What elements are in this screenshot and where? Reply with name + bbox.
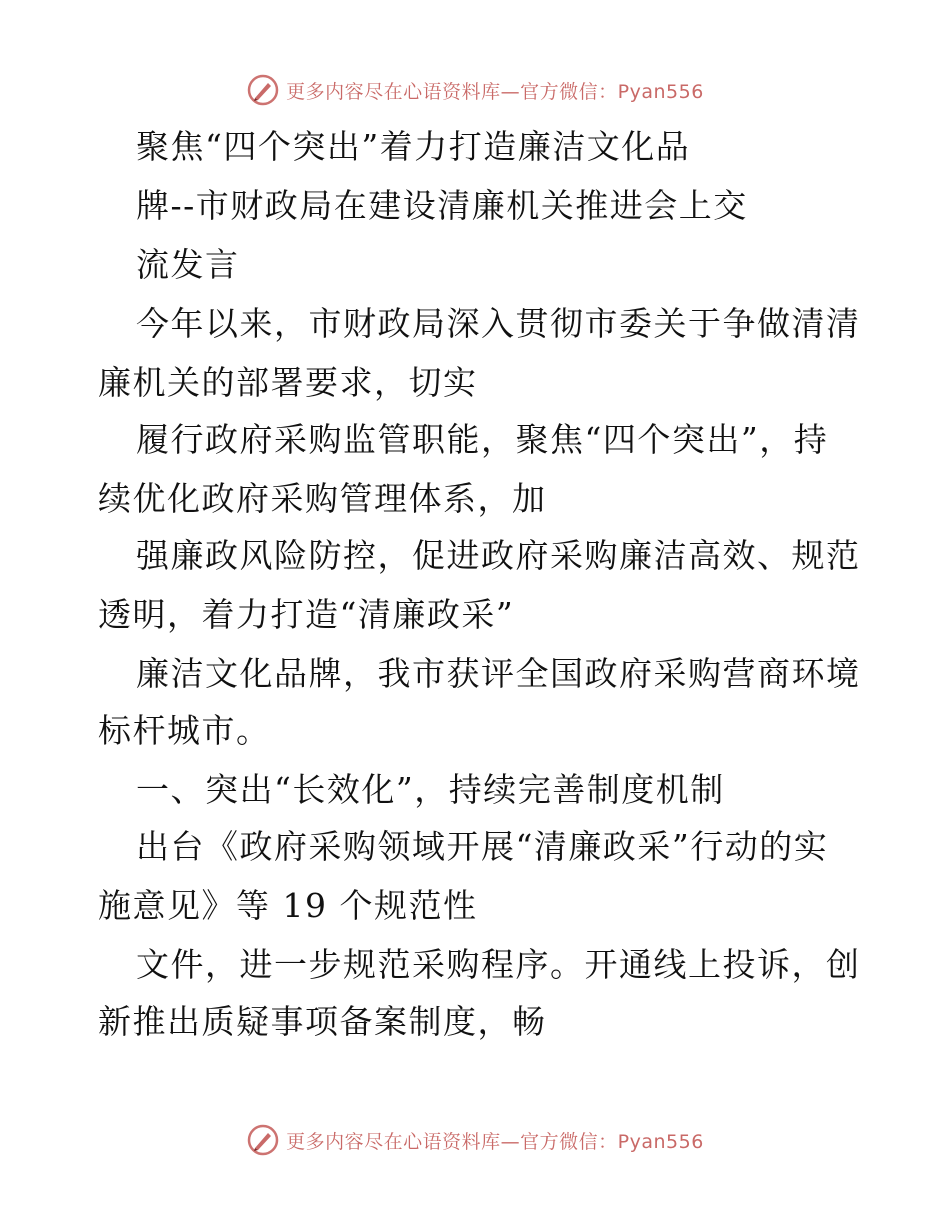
paragraph-line: 新推出质疑事项备案制度，畅 [98,1002,547,1041]
watermark-text: 更多内容尽在心语资料库—官方微信：Pyan556 [286,80,704,103]
paragraph-line: 廉机关的部署要求，切实 [98,363,478,402]
paragraph-line: 廉洁文化品牌，我市获评全国政府采购营商环境 [136,654,861,693]
watermark-text: 更多内容尽在心语资料库—官方微信：Pyan556 [286,1130,704,1153]
pen-logo-icon [246,73,280,107]
pen-logo-icon [246,1123,280,1157]
paragraph-line: 标杆城市。 [98,711,271,750]
title-line: 聚焦“四个突出”着力打造廉洁文化品 [136,127,691,166]
section-heading: 一、突出“长效化”，持续完善制度机制 [136,770,725,809]
header-watermark [0,70,950,110]
paragraph-line: 文件，进一步规范采购程序。开通线上投诉，创 [136,945,861,984]
paragraph-line: 出台《政府采购领域开展“清廉政采”行动的实 [136,827,829,866]
paragraph-line: 今年以来，市财政局深入贯彻市委关于争做清清 [136,304,861,343]
paragraph-line: 透明，着力打造“清廉政采” [98,595,515,634]
footer-watermark [0,1120,950,1160]
paragraph-line: 施意见》等 19 个规范性 [98,886,478,925]
title-line: 流发言 [136,245,240,284]
paragraph-line: 强廉政风险防控，促进政府采购廉洁高效、规范 [136,536,861,575]
title-line: 牌--市财政局在建设清廉机关推进会上交 [136,186,748,225]
paragraph-line: 履行政府采购监管职能，聚焦“四个突出”，持 [136,420,829,459]
paragraph-line: 续优化政府采购管理体系，加 [98,479,547,518]
